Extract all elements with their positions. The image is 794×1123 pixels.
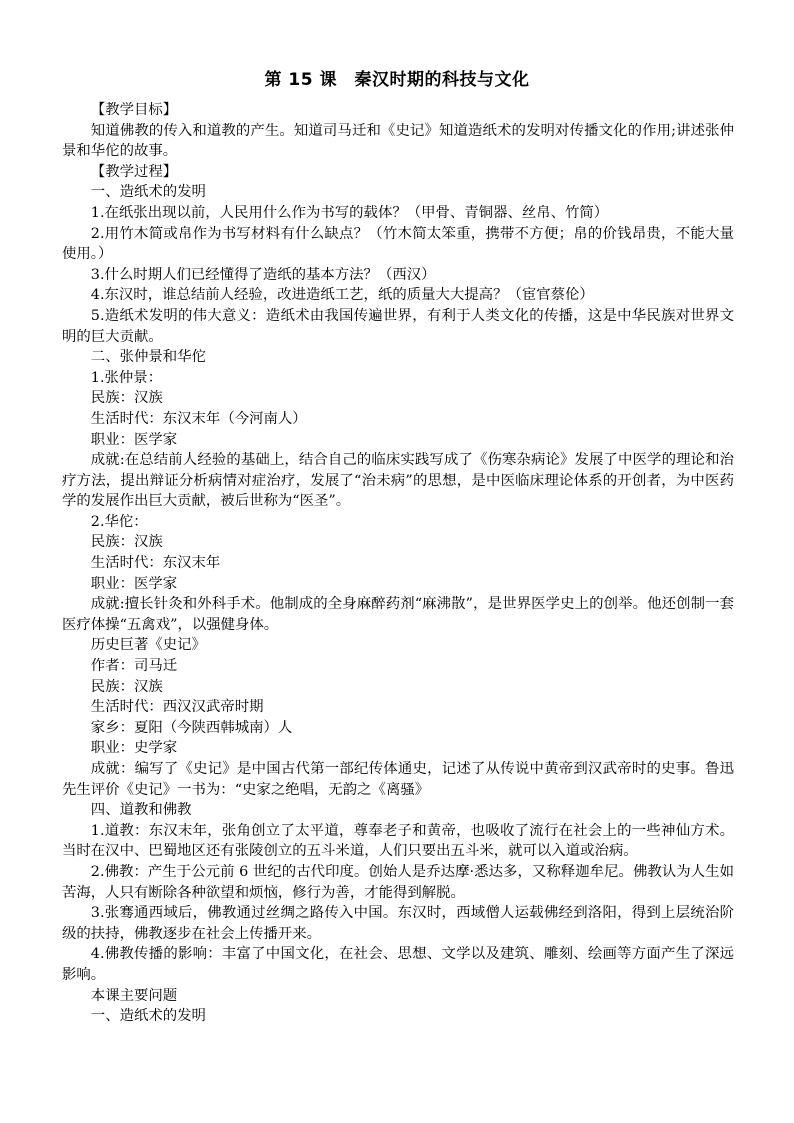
papermaking-question-4: 4.东汉时，谁总结前人经验，改进造纸工艺，纸的质量大大提高？（宦官蔡伦） — [90, 287, 594, 304]
papermaking-significance: 5.造纸术发明的伟大意义：造纸术由我国传遍世界，有利于人类文化的传播，这是中华民族对世界文明的巨大贡献。 — [62, 307, 734, 345]
papermaking-question-3: 3.什么时期人们已经懂得了造纸的基本方法？（西汉） — [90, 266, 436, 283]
buddhism-text: 2.佛教：产生于公元前 6 世纪的古代印度。创始人是乔达摩·悉达多，又称释迦牟尼。佛教认为人生如苦海，人只有断除各种欲望和烦恼，修行为善，才能得到解脱。 — [62, 863, 734, 901]
zhang-zhongjing-heading: 1.张仲景： — [90, 369, 163, 386]
shiji-achievements: 成就：编写了《史记》是中国古代第一部纪传体通史，记述了从传说中黄帝到汉武帝时的史事。鲁迅先生评价《史记》一书为：“史家之绝唱，无韵之《离骚》 — [62, 761, 734, 798]
zhang-achievements: 成就:在总结前人经验的基础上，结合自己的临床实践写成了《伤寒杂病论》发展了中医学的理论和治疗方法，提出辩证分析病情对症治疗，发展了“治未病”的思想，是中医临床理论体系的开创者，为中医药学的发展作出巨大贡献，被后世称为“医圣”。 — [62, 452, 734, 510]
section-heading-objectives: 【教学目标】 — [90, 102, 178, 118]
shiji-profession: 职业：史学家 — [90, 740, 178, 757]
taoism-text: 1.道教：东汉末年，张角创立了太平道，尊奉老子和黄帝，也吸收了流行在社会上的一些神仙方术。当时在汉中、巴蜀地区还有张陵创立的五斗米道，人们只要出五斗米，就可以入道或治病。 — [62, 822, 734, 860]
page-title: 第 15 课 秦汉时期的科技与文化 — [264, 70, 530, 90]
shiji-heading: 历史巨著《史记》 — [90, 637, 206, 654]
document-body — [62, 100, 734, 1027]
hua-ethnicity: 民族：汉族 — [90, 534, 163, 551]
main-questions-item-1: 一、造纸术的发明 — [90, 1008, 206, 1025]
shiji-era: 生活时代：西汉汉武帝时期 — [90, 699, 264, 716]
hua-achievements: 成就:擅长针灸和外科手术。他制成的全身麻醉药剂“麻沸散”，是世界医学史上的创举。他还创制一套医疗体操“五禽戏”，以强健身体。 — [62, 596, 734, 633]
zhang-era: 生活时代：东汉末年（今河南人） — [90, 410, 307, 427]
zhang-ethnicity: 民族：汉族 — [90, 390, 163, 407]
hua-tuo-heading: 2.华佗： — [90, 513, 148, 530]
shiji-author: 作者：司马迁 — [90, 658, 178, 675]
papermaking-question-1: 1.在纸张出现以前，人民用什么作为书写的载体？（甲骨、青铜器、丝帛、竹简） — [90, 204, 609, 221]
hua-profession: 职业：医学家 — [90, 575, 178, 592]
objectives-text: 知道佛教的传入和道教的产生。知道司马迁和《史记》知道造纸术的发明对传播文化的作用;讲述张仲景和华佗的故事。 — [62, 122, 734, 160]
zhang-profession: 职业：医学家 — [90, 431, 178, 448]
subsection-heading-religions: 四、道教和佛教 — [90, 802, 192, 819]
shiji-hometown: 家乡：夏阳（今陕西韩城南）人 — [90, 719, 293, 736]
subsection-heading-physicians: 二、张仲景和华佗 — [90, 349, 206, 366]
main-questions-heading: 本课主要问题 — [90, 987, 178, 1004]
shiji-ethnicity: 民族：汉族 — [90, 678, 163, 695]
subsection-heading-papermaking: 一、造纸术的发明 — [90, 184, 206, 201]
buddhism-spread-text: 3.张骞通西域后，佛教通过丝绸之路传入中国。东汉时，西域僧人运载佛经到洛阳，得到上层统治阶级的扶持，佛教逐步在社会上传播开来。 — [62, 905, 734, 942]
buddhism-influence-text: 4.佛教传播的影响：丰富了中国文化，在社会、思想、文学以及建筑、雕刻、绘画等方面产生了深远影响。 — [62, 946, 734, 983]
section-heading-process: 【教学过程】 — [90, 163, 178, 180]
papermaking-question-2: 2.用竹木简或帛作为书写材料有什么缺点？（竹木简太笨重，携带不方便；帛的价钱昂贵，不能大量使用。） — [62, 225, 734, 263]
hua-era: 生活时代：东汉末年 — [90, 555, 221, 572]
